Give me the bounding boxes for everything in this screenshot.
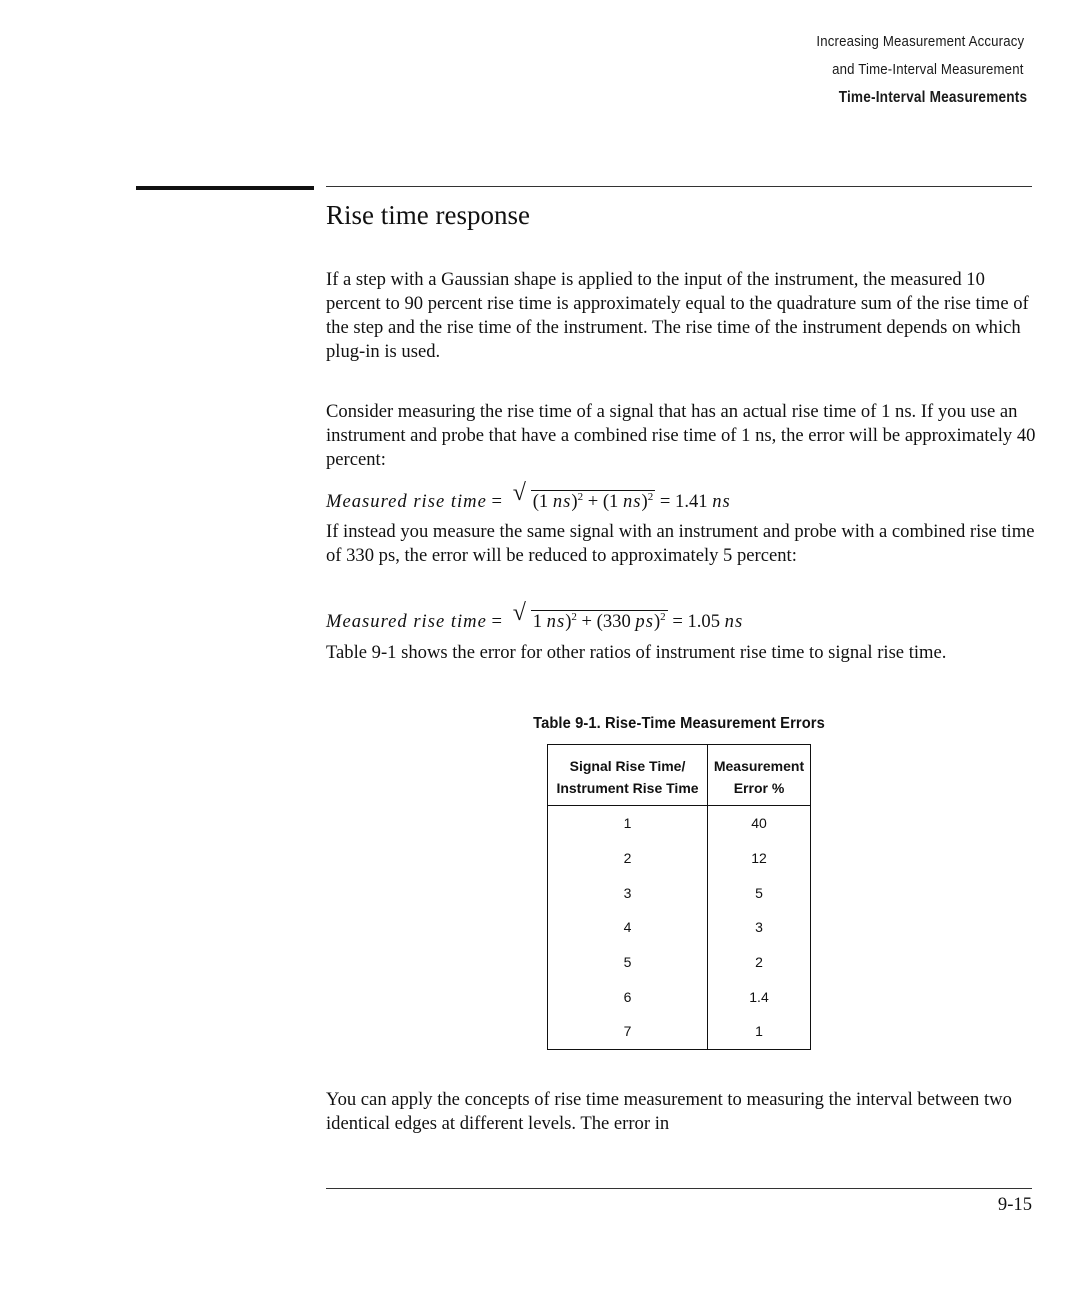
section-title: Rise time response <box>326 200 530 230</box>
equation-result: = 1.41 <box>659 491 713 513</box>
table-row <box>548 841 811 876</box>
unit: ns <box>552 491 572 513</box>
equation-lhs: Measured rise time <box>326 491 487 513</box>
cell-ratio: 7 <box>548 1014 708 1049</box>
header-line: Error % <box>733 780 785 796</box>
paren: ) <box>653 611 661 633</box>
header-line: Signal Rise Time/ <box>569 758 686 774</box>
equation-result: = 1.05 <box>672 611 725 633</box>
unit: ps <box>635 611 654 633</box>
term: + (1 <box>583 491 623 513</box>
cell-ratio: 3 <box>548 875 708 910</box>
table-row <box>548 910 811 945</box>
footer-rule <box>326 1188 1032 1189</box>
term: (1 <box>532 491 553 513</box>
square-root <box>512 600 668 634</box>
equation-1ns <box>326 480 731 514</box>
cell-ratio: 2 <box>548 841 708 876</box>
table-row <box>548 1014 811 1049</box>
paren: ) <box>571 491 578 513</box>
paragraph-table-reference: Table 9-1 shows the error for other ratios of instrument rise time to signal rise time. <box>326 642 947 663</box>
exponent: 2 <box>647 491 654 503</box>
cell-error: 1.4 <box>749 988 769 1005</box>
cell-ratio: 1 <box>548 806 708 841</box>
paragraph-consider-measuring: Consider measuring the rise time of a signal that has an actual rise time of 1 ns. If you use an instrument and probe that have a combined rise time of 1 ns, the error will be approximately 40 percent: <box>326 401 1036 470</box>
radical-icon: √ <box>512 600 526 626</box>
header-line: Measurement <box>713 758 805 774</box>
column-header-error <box>708 745 811 806</box>
column-header-ratio <box>548 745 708 806</box>
cell-error: 1 <box>755 1023 763 1040</box>
table-caption: Table 9-1. Rise-Time Measurement Errors <box>533 715 825 732</box>
equation-result-unit: ns <box>712 491 731 513</box>
equation-result-unit: ns <box>724 611 744 633</box>
cell-ratio: 5 <box>548 945 708 980</box>
radical-icon: √ <box>512 480 526 506</box>
cell-error: 2 <box>755 954 763 971</box>
equation-equals: = <box>491 491 503 513</box>
cell-ratio: 4 <box>548 910 708 945</box>
table-row <box>548 945 811 980</box>
paragraph-apply-concepts: You can apply the concepts of rise time measurement to measuring the interval between two identical edges at different levels. The error in <box>326 1089 1012 1134</box>
section-rule-thick <box>136 186 314 190</box>
table-header-row <box>548 745 811 806</box>
table-row <box>548 875 811 910</box>
paragraph-gaussian-step: If a step with a Gaussian shape is applied to the input of the instrument, the measured 10 percent to 90 percent rise time is approximately equal to the quadrature sum of the rise time of the step and the rise time of the instrument. The rise time of the instrument depends on which plug-in is used. <box>326 269 1029 362</box>
term: + (330 <box>576 611 636 633</box>
cell-error: 3 <box>755 919 763 936</box>
equation-lhs: Measured rise time <box>326 611 487 633</box>
rise-time-error-table <box>547 744 811 1050</box>
unit: ns <box>623 491 642 513</box>
exponent: 2 <box>571 611 577 623</box>
table-row <box>548 979 811 1014</box>
cell-ratio: 6 <box>548 979 708 1014</box>
paragraph-if-instead: If instead you measure the same signal with an instrument and probe with a combined rise time of 330 ps, the error will be reduced to approximately 5 percent: <box>326 521 1035 566</box>
cell-error: 5 <box>755 884 763 901</box>
exponent: 2 <box>577 491 584 503</box>
unit: ns <box>546 611 566 633</box>
square-root <box>512 480 656 514</box>
header-line: Instrument Rise Time <box>556 780 699 796</box>
paren: ) <box>641 491 648 513</box>
page-number: 9-15 <box>997 1194 1032 1215</box>
section-rule-thin <box>326 186 1032 187</box>
term: 1 <box>532 611 547 633</box>
equation-330ps <box>326 600 744 634</box>
cell-error: 40 <box>751 815 767 832</box>
paren: ) <box>565 611 572 633</box>
exponent: 2 <box>660 611 666 623</box>
cell-error: 12 <box>751 850 767 867</box>
running-header-section: Time-Interval Measurements <box>838 89 1027 106</box>
running-header-line1: Increasing Measurement Accuracy <box>816 33 1024 50</box>
running-header-line2: and Time-Interval Measurement <box>832 61 1024 78</box>
table-row <box>548 806 811 841</box>
equation-equals: = <box>491 611 503 633</box>
